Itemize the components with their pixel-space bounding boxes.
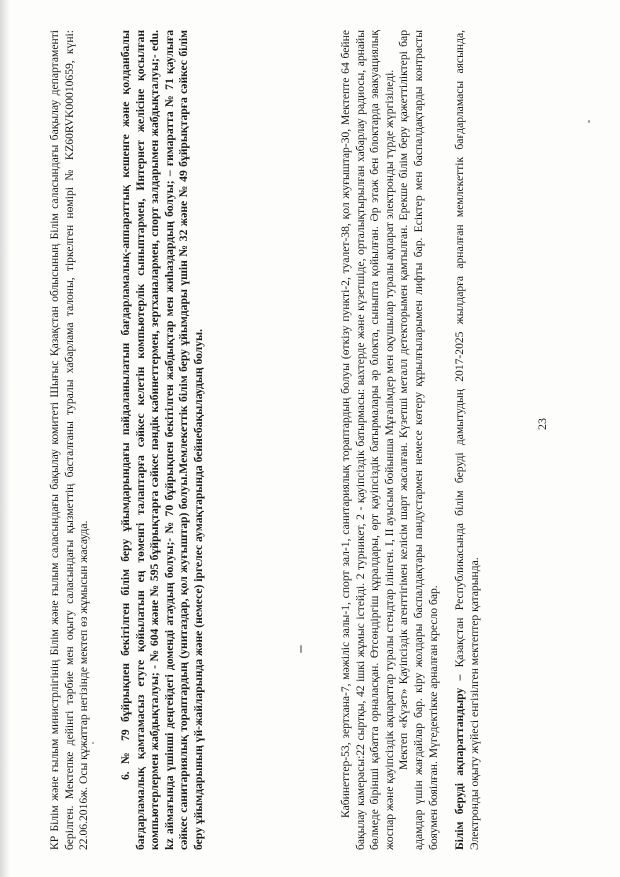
scan-speck — [588, 120, 590, 123]
paragraph-license: КР Білім және ғылым министрлігінің Білім және ғылым саласындағы бақылау комитеті Шығыс Қазақстан облысының Білім саласындағы бақылау департаменті берілген. Мектепке дейінгі тәрбие мен оқыту саласындағы қызметтің басталғаны туралы хабарлама талоны, тіркелген нөмірі № KZ60RVK00010659, күні: 22.06.2016ж. Осы құжаттар негізінде мектеп өз жұмысын жасауда. — [48, 30, 91, 850]
page-number: 23 — [535, 418, 549, 430]
rotated-text-block — [48, 30, 572, 850]
informatization-text: Қазақстан Республикасында білім беруді дамытудың 2017-2025 жылдарға арналған мемлекеттік бағдарламасы аясында, Электронды оқыту жүйесі енгізілген мектептер қатарында. — [453, 29, 481, 850]
scan-edge-shadow — [0, 0, 10, 877]
informatization-label: Білім беруді ақпараттандыру – — [453, 674, 467, 850]
paragraph-informatization — [453, 30, 482, 850]
paragraph-facilities: Кабинеттер-53, зертхана-7, мәжіліс залы-1, спорт зал-1, санитариялық тораптардың болуы (өткізу пункті-2, туалет-38, қол жуғыштар-30, Мектепте 64 бейне бақылау камерасы:22 сыртқы, 42 ішкі жұмыс істейді. 2 турникет, 2 - қауіпсіздік батырмасы: вахтерде және күзетшіде, орталықтырылған хабарлау радиосы, арнайы бөлмеде бірінші қабатта орналасқан. Өтсөндіргіш құралдары, өрт қауіпсіздік батырмалары әр блокта, сыныпта қойылған. Әр этаж бен блоктарда эвакуациялық жоспар және қауіпсіздік ақпараттар туралы стендтар ілінген. I, II ауысым бойынша Мұғалімдер мен оқушылар туралы ақпарат электронды түрде жүргізіледі. — [339, 30, 396, 850]
section-heading-requirements: 6. № 79 бұйрықпен бекітілген білім беру ұйымдарындағы пайдаланылатын бағдарламалық-аппараттық кешенге және қолданбалы бағдарламалық қамтамасыз етуге қойылатын ең төменгі талаптарға сәйкес келетін компьютерлік сыныптармен, Интернет желісіне қосылған компьютерлермен жабдықталуы; - № 604 және № 595 бұйрықтарға сәйкес пәндік кабинеттермен, зертханалармен, спорт залдарымен жабдықталуы;- edu. kz аймағында үшінші деңгейдегі доменді атаудың болуы;- № 70 бұйрықпен бекітілген жабдықтар мен жиһаздардың болуы; – ғимаратта № 71 қаулыға сәйкес санитариялық тораптардың (унитаздар, қол жуғыштар) болуы.Мемлекеттік білім беру ұйымдары үшін № 32 және № 49 бұйрықтарға сәйкес білім беру ұйымдарының үй-жайларында және (немесе) іргелес аумақтарында бейнебақылаудың болуы. — [119, 30, 205, 850]
heading-block — [119, 30, 329, 850]
paragraph-security: Мектеп «Күзет» Қауіпсіздік агенттігімен келісім шарт жасалған. Күзетші металл детекторымен қамтылған. Ерекше білім беру қажеттіліктері бар адамдар үшін жағдайлар бар. кіру жолдары баспалдақтары пандустармен немесе көтеру құрылғыларымен лифты бар. Есіктер мен баспалдақтарды контрасты бояумен бояілған. Мүгедектікке арналған кресло бар. — [397, 30, 440, 850]
